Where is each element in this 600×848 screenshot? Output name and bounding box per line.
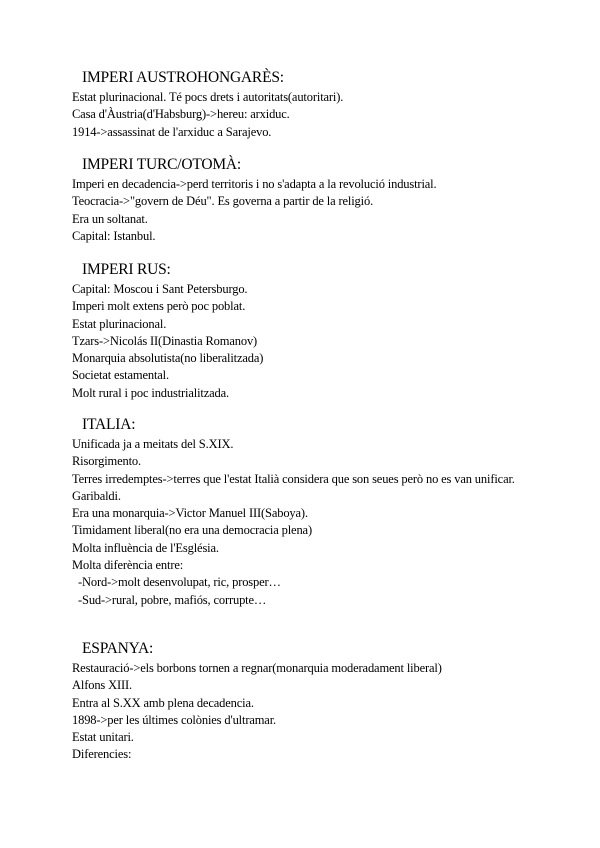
text-line: Molta diferència entre: bbox=[72, 558, 184, 573]
text-line: Diferencies: bbox=[72, 747, 132, 762]
text-line: Capital: Istanbul. bbox=[72, 228, 156, 243]
text-line: Era una monarquia->Victor Manuel III(Saboya). bbox=[72, 506, 308, 521]
section-heading: IMPERI AUSTROHONGARÈS: bbox=[82, 69, 284, 86]
text-line: Era un soltanat. bbox=[72, 211, 148, 226]
text-line: Tzars->Nicolás II(Dinastia Romanov) bbox=[72, 333, 258, 348]
section-ottoman-empire bbox=[72, 154, 532, 245]
text-line: Entra al S.XX amb plena decadencia. bbox=[72, 695, 254, 710]
text-line: Risorgimento. bbox=[72, 454, 142, 469]
section-russian-empire bbox=[72, 259, 532, 402]
section-heading: IMPERI RUS: bbox=[82, 261, 171, 278]
text-line: Societat estamental. bbox=[72, 368, 169, 383]
section-heading: ESPANYA: bbox=[82, 640, 154, 657]
text-line: Unificada ja a meitats del S.XIX. bbox=[72, 437, 234, 451]
text-line: Terres irredemptes->terres que l'estat Italià considera que son seues però no es van unificar. bbox=[72, 471, 515, 486]
text-line: Restauració->els borbons tornen a regnar(monarquia moderadament liberal) bbox=[72, 661, 442, 675]
text-line: 1898->per les últimes colònies d'ultramar. bbox=[72, 712, 276, 727]
text-line: Garibaldi. bbox=[72, 488, 121, 503]
text-line: 1914->assassinat de l'arxiduc a Sarajevo. bbox=[72, 124, 272, 139]
text-line: Imperi molt extens però poc poblat. bbox=[72, 299, 246, 314]
text-line: Molt rural i poc industrialitzada. bbox=[72, 385, 230, 400]
text-line: -Nord->molt desenvolupat, ric, prosper… bbox=[78, 575, 281, 590]
text-line: Molta influència de l'Església. bbox=[72, 540, 219, 555]
text-line: Estat unitari. bbox=[72, 730, 134, 745]
text-line: -Sud->rural, pobre, mafiós, corrupte… bbox=[78, 592, 267, 607]
section-heading: IMPERI TURC/OTOMÀ: bbox=[82, 156, 242, 173]
section-heading: ITALIA: bbox=[82, 416, 136, 433]
text-line: Imperi en decadencia->perd territoris i no s'adapta a la revolució industrial. bbox=[72, 177, 437, 191]
text-line: Alfons XIII. bbox=[72, 678, 132, 693]
text-line: Estat plurinacional. Té pocs drets i autoritats(autoritari). bbox=[72, 90, 344, 104]
section-italy bbox=[72, 414, 532, 609]
text-line: Monarquia absolutista(no liberalitzada) bbox=[72, 351, 264, 366]
text-line: Casa d'Àustria(d'Habsburg)->hereu: arxiduc. bbox=[72, 107, 290, 122]
text-line: Estat plurinacional. bbox=[72, 316, 167, 331]
text-line: Capital: Moscou i Sant Petersburgo. bbox=[72, 282, 248, 296]
text-line: Teocracia->"govern de Déu". Es governa a partir de la religió. bbox=[72, 194, 374, 209]
text-line: Timidament liberal(no era una democracia plena) bbox=[72, 523, 312, 538]
section-spain bbox=[72, 638, 532, 764]
section-austro-hungarian-empire bbox=[72, 67, 532, 141]
